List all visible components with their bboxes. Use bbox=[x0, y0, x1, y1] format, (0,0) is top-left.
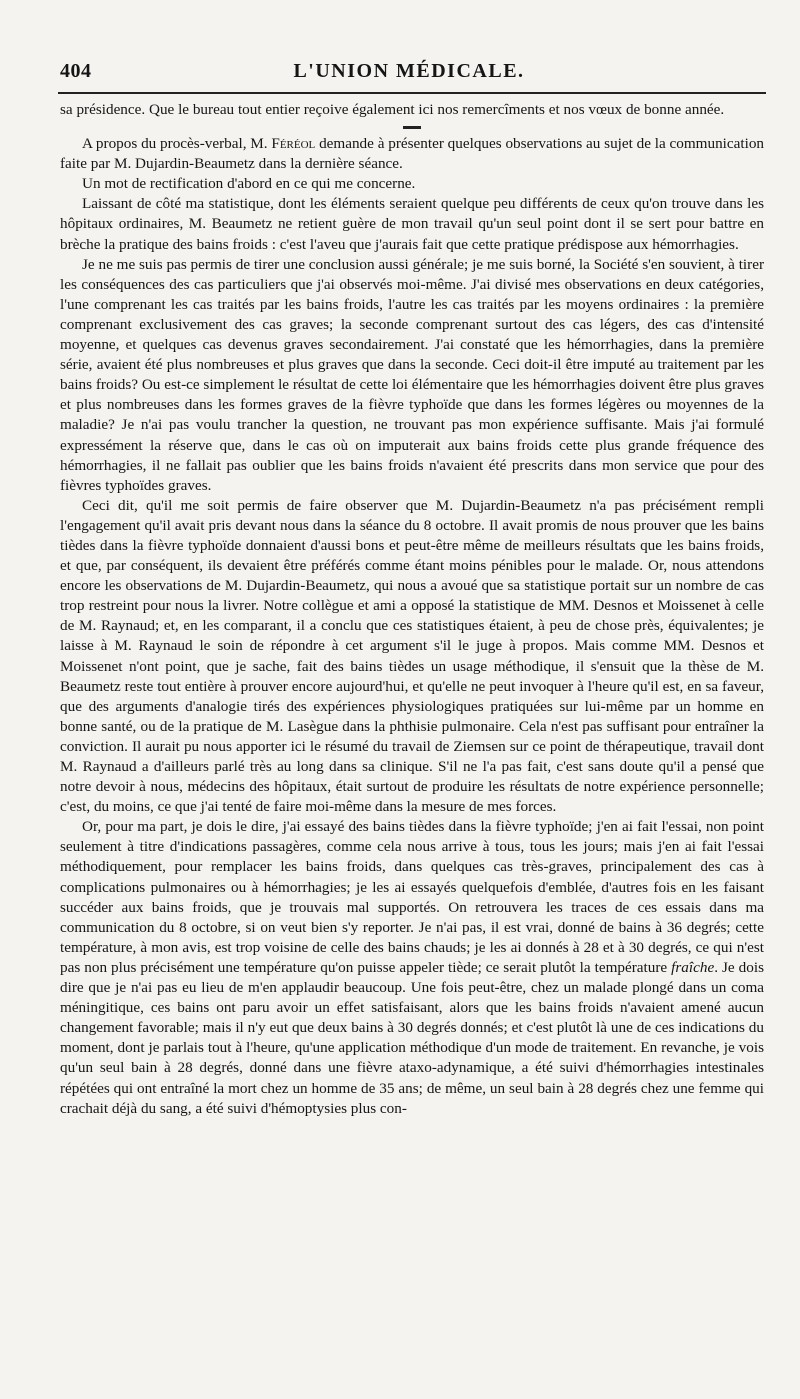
italic-word: fraîche bbox=[671, 958, 715, 976]
body-text bbox=[60, 100, 764, 1119]
text-run: . Je dois dire que je n'ai pas eu lieu de m'en applaudir beaucoup. Une fois peut-être, chez un malade plongé dans un coma méningitique, ces bains ont paru avoir un effet satisfaisant, alors que les bains froids n'avaient amené aucun changement favorable; mais il n'y eut que deux bains à 30 degrés donnés; et c'est plutôt là une de ces indications du moment, dont je parlais tout à l'heure, qu'une application méthodique d'un mode de traitement. En revanche, je vois qu'un seul bain à 28 degrés, donné dans une fièvre ataxo-adynamique, a été suivi d'hémorrhagies intestinales répétées qui ont entraîné la mort chez un homme de 35 ans; de même, un seul bain à 28 degrés chez une femme qui crachait déjà du sang, a été suivi d'hémoptysies plus con- bbox=[60, 958, 764, 1117]
paragraph-conclusion: Je ne me suis pas permis de tirer une conclusion aussi générale; je me suis borné, la Société s'en souvient, à tirer les conséquences des cas particuliers que j'ai observés moi-même. J'ai divisé mes observations en deux catégories, l'une comprenant les cas traités par les bains froids, l'autre les cas traités par les moyens ordinaires : la première comprenant exclusivement des cas graves; la seconde comprenant surtout des cas légers, des cas d'intensité moyenne, et quelques cas devenus graves secondairement. J'ai constaté que les hémorrhagies, dans la première série, avaient été plus nombreuses et plus graves que dans la seconde. Ceci doit-il être imputé au traitement par les bains froids? Ou est-ce simplement le résultat de cette loi élémentaire que les hémorrhagies doivent être plus graves et plus nombreuses dans les formes graves de la fièvre typhoïde que dans les formes légères ou moyennes de la maladie? Je n'ai pas voulu trancher la question, ne trouvant pas mon expérience suffisante. Mais j'ai formulé expressément la réserve que, dans le cas où on imputerait aux bains froids cette plus grande fréquence des hémorrhagies, il ne fallait pas oublier que les bains froids n'avaient été prescrits dans mon service que pour des fièvres typhoïdes graves. bbox=[60, 255, 764, 494]
paragraph-proces-verbal bbox=[60, 134, 764, 174]
paragraph-bains-tiedes bbox=[60, 817, 764, 1118]
running-head bbox=[58, 56, 760, 86]
text-run: demande à présenter quelques observations au sujet de la communication faite par M. Dujardin-Beaumetz dans la dernière séance. bbox=[60, 135, 765, 173]
paragraph-opening: sa présidence. Que le bureau tout entier reçoive également ici nos remercîments et nos vœux de bonne année. bbox=[60, 101, 725, 118]
text-run: Or, pour ma part, je dois le dire, j'ai essayé des bains tièdes dans la fièvre typhoïde; j'en ai fait l'essai, non point seulement à titre d'indications passagères, comme cela nous arrive à tous, tous les jours; mais j'en ai fait l'essai méthodiquement, pour remplacer les bains froids, dans quelques cas très-graves, principalement des cas à complications pulmonaires ou à hémorrhagies; je les ai essayés quelquefois d'emblée, d'autres fois en les faisant succéder aux bains froids, que je trouvais mal supportés. On retrouvera les traces de ces essais dans ma communication du 8 octobre, si on veut bien s'y reporter. Je n'ai pas, il est vrai, donné de bains à 36 degrés; cette température, à mon avis, est trop voisine de celle des bains chauds; je les ai donnés à 28 et à 30 degrés, ce qui n'est pas non plus précisément une température qu'on puisse appeler tiède; ce serait plutôt la température bbox=[60, 818, 764, 976]
header-rule bbox=[58, 92, 766, 94]
paragraph-engagement: Ceci dit, qu'il me soit permis de faire observer que M. Dujardin-Beaumetz n'a pas précisément rempli l'engagement qu'il avait pris devant nous dans la séance du 8 octobre. Il avait promis de nous prouver que les bains tièdes dans la fièvre typhoïde donnaient d'aussi bons et peut-être même de meilleurs résultats que les bains froids, et que, par conséquent, ils devaient être préférés comme étant moins pénibles pour le malade. Or, nous attendons encore les observations de M. Dujardin-Beaumetz, qui nous a avoué que sa statistique portait sur un nombre de cas trop restreint pour nous la livrer. Notre collègue et ami a opposé la statistique de MM. Desnos et Moissenet à celle de M. Raynaud; et, en les comparant, il a conclu que ces statistiques étaient, à peu de chose près, équivalentes; je laisse à M. Raynaud le soin de répondre à cet argument s'il le juge à propos. Mais comme MM. Desnos et Moissenet n'ont point, que je sache, fait des bains tièdes un usage méthodique, il s'ensuit que la thèse de M. Beaumetz reste tout entière à prouver encore aujourd'hui, et qu'elle ne peut invoquer à l'heure qu'il est, en sa faveur, que des arguments d'analogie tirés des expériences physiologiques pratiquées sur lui-même par un homme en bonne santé, ou de la pratique de M. Lasègue dans la phthisie pulmonaire. Cela n'est pas suffisant pour entraîner la conviction. Il aurait pu nous apporter ici le résumé du travail de Ziemsen sur ce point de thérapeutique, travail dont M. Raynaud a d'ailleurs parlé très au long dans sa clinique. S'il ne l'a pas fait, c'est sans doute qu'il a pensé que notre devoir à nous, médecins des hôpitaux, était surtout de produire les résultats de notre expérience personnelle; c'est, du moins, ce que j'ai tenté de faire moi-même dans la mesure de mes forces. bbox=[60, 496, 764, 816]
text-run: A propos du procès-verbal, M. bbox=[82, 135, 272, 153]
page-number: 404 bbox=[60, 60, 92, 82]
speaker-name: Féréol bbox=[271, 135, 316, 153]
journal-title: L'UNION MÉDICALE. bbox=[293, 60, 525, 82]
section-separator bbox=[403, 126, 421, 129]
paragraph-statistique: Laissant de côté ma statistique, dont les éléments seraient quelque peu différents de ceux qu'on trouve dans les hôpitaux ordinaires, M. Beaumetz ne retient guère de mon travail qu'un seul point dont il se sert pour battre en brèche la pratique des bains froids : c'est l'aveu que j'aurais fait que cette pratique prédispose aux hémorrhagies. bbox=[60, 195, 764, 253]
paragraph-rectification: Un mot de rectification d'abord en ce qui me concerne. bbox=[82, 175, 416, 193]
